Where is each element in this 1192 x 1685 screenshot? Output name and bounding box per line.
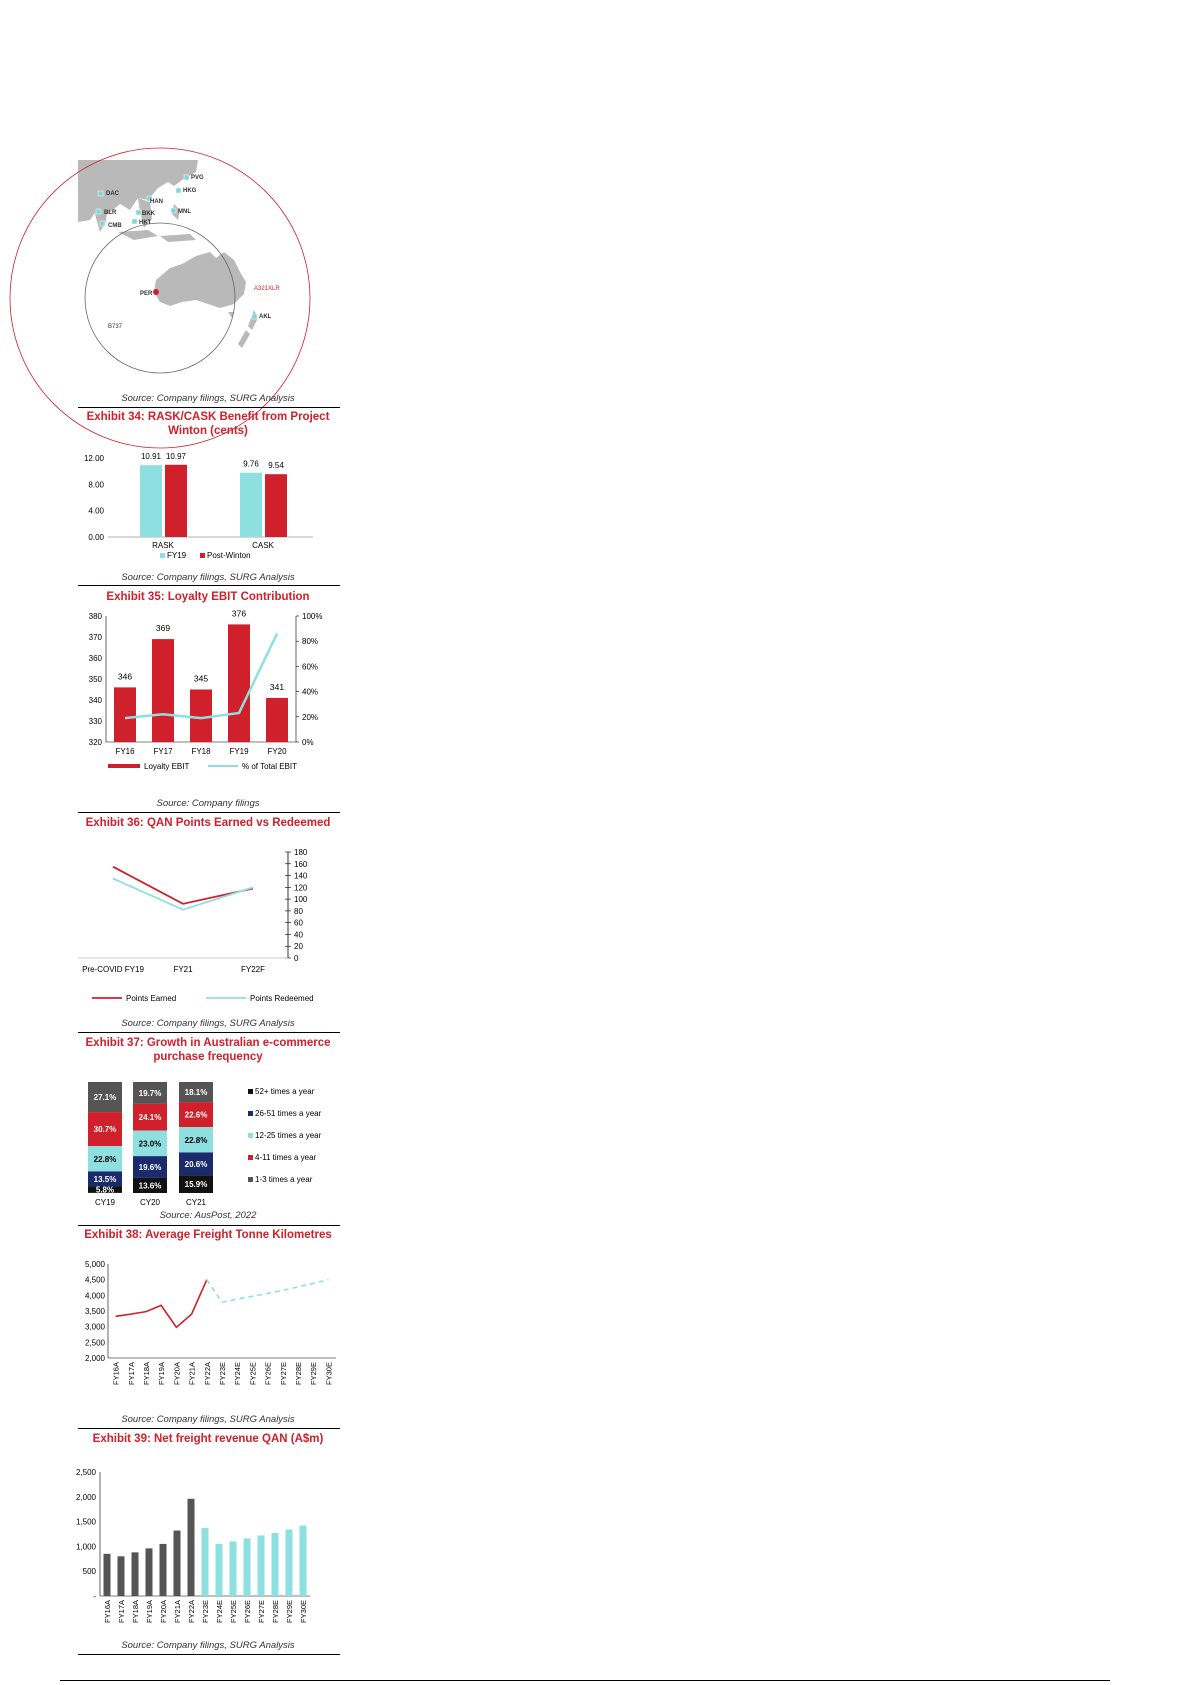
- x-tick-label: FY28E: [271, 1600, 280, 1623]
- y-tick-label: 120: [294, 883, 308, 893]
- data-label: 23.0%: [138, 1139, 162, 1149]
- x-tick-label: FY22A: [187, 1600, 196, 1623]
- line-points-redeemed: [113, 879, 253, 910]
- x-tick-label: FY16A: [111, 1362, 121, 1385]
- divider: [78, 1225, 340, 1226]
- legend-label: Points Redeemed: [250, 994, 314, 1003]
- y-tick-label: 3,000: [84, 1322, 105, 1332]
- legend-label: 12-25 times a year: [255, 1131, 322, 1140]
- bar-post-winton: [165, 465, 187, 537]
- exhibit-38-title: Exhibit 38: Average Freight Tonne Kilometres: [84, 1229, 332, 1241]
- bar-net-freight-revenue: [146, 1548, 153, 1596]
- divider: [78, 407, 340, 408]
- data-label: 9.76: [243, 459, 259, 469]
- y-tick-label: -: [93, 1592, 96, 1601]
- exhibit-35-chart: [78, 610, 340, 780]
- exhibit-36-title: Exhibit 36: QAN Points Earned vs Redeemed: [85, 817, 331, 829]
- bar-net-freight-revenue: [244, 1538, 251, 1596]
- y-tick-label: 2,500: [84, 1338, 105, 1348]
- x-tick-label: FY24E: [233, 1362, 243, 1385]
- y-tick-label: 1,000: [75, 1542, 96, 1552]
- x-tick-label: FY16A: [103, 1600, 112, 1623]
- label-b737: B737: [108, 324, 123, 330]
- australia-landmass: [154, 252, 246, 308]
- exhibit-35-source: Source: Company filings: [156, 798, 260, 809]
- x-tick-label: FY20: [267, 747, 287, 756]
- data-label: 15.9%: [184, 1180, 208, 1190]
- data-label: 22.8%: [184, 1135, 208, 1145]
- legend-label: Points Earned: [126, 994, 177, 1003]
- bar-net-freight-revenue: [300, 1526, 307, 1596]
- exhibit-35-title: Exhibit 35: Loyalty EBIT Contribution: [106, 591, 310, 603]
- x-tick-label: FY21: [173, 965, 193, 974]
- exhibit-37-title: [78, 1036, 338, 1064]
- x-tick-label: RASK: [152, 541, 174, 550]
- bar-fy19: [140, 465, 162, 537]
- exhibit-37-chart: [78, 1078, 340, 1220]
- bar-net-freight-revenue: [230, 1541, 237, 1596]
- data-label: 22.8%: [93, 1154, 117, 1164]
- x-tick-label: FY28E: [294, 1362, 303, 1385]
- x-tick-label: CY21: [185, 1198, 207, 1207]
- label-per: PER: [140, 291, 153, 297]
- bar-net-freight-revenue: [132, 1552, 139, 1596]
- data-label: 30.7%: [93, 1125, 117, 1135]
- exhibit-34-title-line1: Exhibit 34: RASK/CASK Benefit from Project: [86, 411, 330, 423]
- x-tick-label: FY27E: [257, 1600, 266, 1623]
- legend-swatch: [248, 1089, 253, 1094]
- bar-net-freight-revenue: [202, 1528, 209, 1596]
- label-mnl: MNL: [178, 209, 191, 215]
- y-left-tick-label: 360: [88, 654, 102, 663]
- x-tick-label: FY30E: [299, 1600, 308, 1623]
- x-tick-label: Pre-COVID FY19: [82, 965, 144, 974]
- x-tick-label: FY29E: [309, 1362, 319, 1385]
- bar-post-winton: [265, 474, 287, 537]
- y-tick-label: 12.00: [83, 454, 104, 463]
- label-hkt: HKT: [139, 220, 152, 226]
- data-label: 19.7%: [138, 1088, 162, 1098]
- x-tick-label: FY22F: [240, 965, 266, 974]
- bar-loyalty-ebit: [152, 639, 174, 742]
- x-tick-label: FY19A: [157, 1362, 167, 1385]
- y-tick-label: 100: [294, 895, 308, 905]
- bar-net-freight-revenue: [174, 1531, 181, 1596]
- x-tick-label: FY25E: [229, 1600, 238, 1623]
- x-tick-label: FY18A: [131, 1600, 140, 1623]
- exhibit-36-chart: [78, 848, 340, 1008]
- y-tick-label: 60: [294, 918, 303, 928]
- x-tick-label: FY29E: [285, 1600, 294, 1623]
- bar-net-freight-revenue: [258, 1535, 265, 1596]
- divider: [78, 1428, 340, 1429]
- data-label: 5.8%: [95, 1185, 115, 1195]
- data-label: 369: [155, 623, 171, 634]
- x-tick-label: FY18A: [142, 1362, 151, 1385]
- legend-label: % of Total EBIT: [242, 762, 297, 771]
- data-label: 27.1%: [93, 1093, 117, 1103]
- bar-net-freight-revenue: [286, 1530, 293, 1596]
- y-left-tick-label: 370: [88, 633, 102, 642]
- x-tick-label: FY23E: [218, 1362, 227, 1385]
- exhibit-39-title: Exhibit 39: Net freight revenue QAN (A$m): [92, 1433, 324, 1445]
- x-tick-label: FY20A: [172, 1362, 182, 1385]
- legend-label: FY19: [167, 551, 187, 560]
- data-label: 18.1%: [184, 1088, 208, 1098]
- exhibit-37-source: Source: AusPost, 2022: [159, 1210, 257, 1221]
- route-map: [78, 160, 340, 370]
- legend-swatch: [200, 553, 205, 558]
- y-tick-label: 4.00: [88, 506, 104, 516]
- y-tick-label: 160: [294, 859, 308, 869]
- x-tick-label: FY23E: [201, 1600, 210, 1623]
- south-asia-landmass: [92, 200, 108, 232]
- x-tick-label: FY19: [229, 747, 249, 756]
- legend-label: 4-11 times a year: [255, 1153, 317, 1162]
- y-tick-label: 40: [294, 930, 303, 940]
- y-tick-label: 4,500: [84, 1275, 105, 1285]
- data-label: 10.97: [165, 451, 187, 461]
- data-label: 24.1%: [138, 1113, 162, 1123]
- data-label: 13.5%: [93, 1174, 117, 1184]
- y-left-tick-label: 380: [88, 612, 102, 621]
- data-label: 22.6%: [184, 1110, 208, 1120]
- x-tick-label: FY30E: [324, 1362, 334, 1385]
- label-bkk: BKK: [142, 211, 155, 217]
- y-right-tick-label: 60%: [302, 662, 319, 672]
- bar-net-freight-revenue: [216, 1544, 223, 1596]
- label-blr: BLR: [104, 210, 117, 216]
- legend-label: Loyalty EBIT: [144, 762, 190, 771]
- x-tick-label: FY21A: [173, 1600, 182, 1623]
- legend-swatch: [248, 1111, 253, 1116]
- bar-net-freight-revenue: [118, 1556, 125, 1596]
- y-tick-label: 2,000: [84, 1354, 105, 1363]
- exhibit-38-chart: [78, 1254, 340, 1414]
- y-tick-label: 500: [82, 1567, 96, 1577]
- page-footer-rule: [60, 1680, 1110, 1681]
- legend-swatch: [160, 553, 165, 558]
- y-tick-label: 2,500: [75, 1468, 96, 1477]
- y-right-tick-label: 0%: [302, 738, 314, 747]
- label-akl: AKL: [259, 314, 272, 320]
- bar-net-freight-revenue: [272, 1533, 279, 1596]
- legend-swatch: [248, 1177, 253, 1182]
- legend-label: 1-3 times a year: [255, 1175, 313, 1184]
- y-tick-label: 5,000: [84, 1260, 105, 1269]
- y-left-tick-label: 340: [88, 696, 102, 705]
- x-tick-label: FY17A: [117, 1600, 126, 1623]
- data-label: 19.6%: [138, 1163, 162, 1173]
- data-label: 346: [117, 671, 133, 682]
- x-tick-label: CASK: [252, 541, 274, 550]
- x-tick-label: FY26E: [263, 1362, 273, 1385]
- y-left-tick-label: 330: [88, 717, 102, 726]
- exhibit-38-source: Source: Company filings, SURG Analysis: [121, 1414, 295, 1425]
- y-tick-label: 180: [294, 848, 308, 857]
- x-tick-label: FY20A: [159, 1600, 168, 1623]
- x-tick-label: FY24E: [215, 1600, 224, 1623]
- y-tick-label: 20: [294, 942, 303, 952]
- legend-swatch: [248, 1155, 253, 1160]
- divider: [78, 1654, 340, 1655]
- bar-loyalty-ebit: [228, 624, 250, 742]
- perth-dot: [153, 289, 159, 295]
- x-tick-label: FY22A: [202, 1362, 212, 1385]
- x-tick-label: FY17: [153, 747, 173, 756]
- x-tick-label: FY17A: [126, 1362, 136, 1385]
- label-dac: DAC: [106, 191, 119, 197]
- line-actual: [116, 1280, 207, 1328]
- x-tick-label: FY25E: [248, 1362, 258, 1385]
- bar-loyalty-ebit: [114, 687, 136, 742]
- bar-loyalty-ebit: [190, 690, 212, 743]
- x-tick-label: FY27E: [278, 1362, 288, 1385]
- y-tick-label: 0: [294, 954, 299, 963]
- divider: [78, 585, 340, 586]
- bar-loyalty-ebit: [266, 698, 288, 742]
- exhibit-39-chart: [75, 1460, 340, 1660]
- divider: [78, 1032, 340, 1033]
- exhibit-34-title-line2: Winton (cents): [168, 425, 248, 437]
- exhibit-34-title: [78, 410, 338, 438]
- exhibit-37-title-line2: purchase frequency: [153, 1051, 263, 1063]
- divider: [78, 812, 340, 813]
- exhibit-37-title-line1: Exhibit 37: Growth in Australian e-commerce: [85, 1037, 331, 1049]
- y-tick-label: 140: [294, 871, 308, 881]
- data-label: 341: [269, 681, 285, 692]
- y-tick-label: 80: [294, 906, 303, 916]
- y-right-tick-label: 20%: [302, 712, 319, 722]
- exhibit-34-source: Source: Company filings, SURG Analysis: [121, 572, 295, 583]
- x-tick-label: FY26E: [243, 1600, 252, 1623]
- label-pvg: PVG: [191, 175, 204, 181]
- data-label: 9.54: [268, 461, 284, 471]
- line-forecast: [207, 1280, 329, 1303]
- bar-net-freight-revenue: [160, 1544, 167, 1596]
- legend-label: 52+ times a year: [255, 1087, 315, 1096]
- y-left-tick-label: 350: [88, 675, 102, 684]
- y-tick-label: 0.00: [88, 533, 104, 542]
- x-tick-label: FY18: [191, 747, 211, 756]
- bar-net-freight-revenue: [188, 1499, 195, 1596]
- y-tick-label: 1,500: [75, 1517, 96, 1527]
- data-label: 376: [231, 608, 247, 619]
- x-tick-label: FY19A: [145, 1600, 154, 1623]
- exhibit-39-source: Source: Company filings, SURG Analysis: [121, 1640, 295, 1651]
- y-tick-label: 2,000: [75, 1492, 96, 1502]
- y-tick-label: 3,500: [84, 1307, 105, 1316]
- legend-swatch: [248, 1133, 253, 1138]
- map-source: Source: Company filings, SURG Analysis: [121, 393, 295, 404]
- bar-net-freight-revenue: [104, 1554, 111, 1596]
- label-cmb: CMB: [108, 223, 122, 229]
- y-tick-label: 4,000: [84, 1291, 105, 1301]
- y-tick-label: 8.00: [88, 480, 104, 490]
- x-tick-label: CY19: [94, 1198, 116, 1207]
- exhibit-36-source: Source: Company filings, SURG Analysis: [121, 1018, 295, 1029]
- y-right-tick-label: 40%: [302, 687, 319, 697]
- legend-label: 26-51 times a year: [255, 1109, 322, 1118]
- bar-fy19: [240, 473, 262, 537]
- data-label: 20.6%: [184, 1159, 208, 1169]
- data-label: 13.6%: [138, 1181, 162, 1191]
- line-points-earned: [113, 867, 253, 904]
- data-label: 345: [193, 673, 209, 684]
- label-han: HAN: [150, 199, 163, 205]
- x-tick-label: FY16: [115, 747, 135, 756]
- label-hkg: HKG: [183, 188, 197, 194]
- x-tick-label: FY21A: [187, 1362, 197, 1385]
- x-tick-label: CY20: [139, 1198, 161, 1207]
- y-right-tick-label: 100%: [302, 612, 323, 621]
- label-a321xlr: A321XLR: [254, 286, 280, 292]
- legend-label: Post-Winton: [207, 551, 251, 560]
- y-right-tick-label: 80%: [302, 637, 319, 647]
- y-left-tick-label: 320: [88, 738, 102, 747]
- data-label: 10.91: [140, 452, 162, 462]
- indonesia-islands: [118, 230, 196, 242]
- exhibit-34-chart: [78, 440, 340, 570]
